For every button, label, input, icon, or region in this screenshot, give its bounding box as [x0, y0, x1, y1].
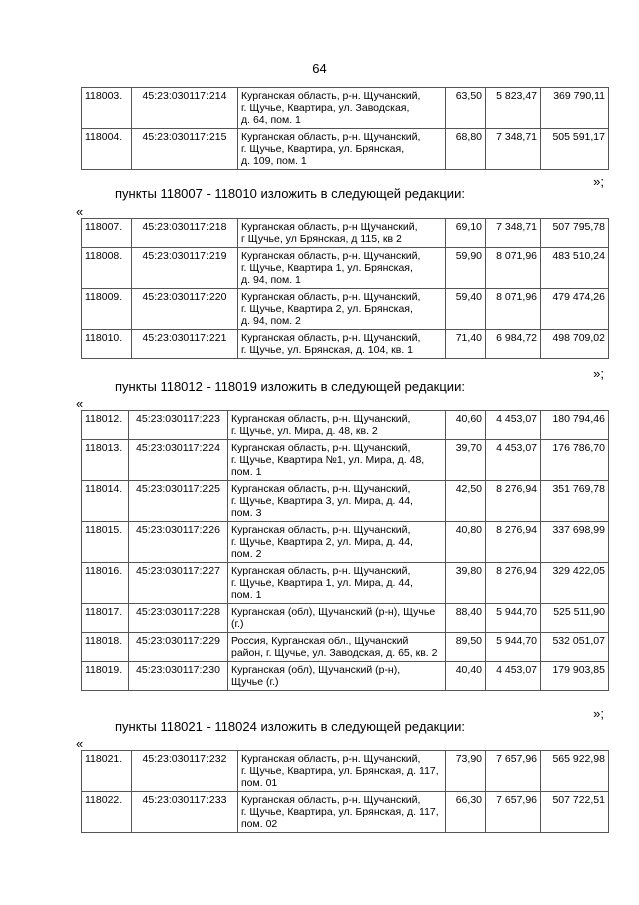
section-instruction: пункты 118021 - 118024 изложить в следующей редакции:	[115, 719, 465, 734]
table-body	[82, 411, 609, 691]
cadastral-number-cell: 45:23:030117:220	[132, 289, 238, 330]
address-cell	[238, 219, 446, 248]
table-row	[82, 88, 609, 129]
address-line: г Щучье, ул Брянская, д 115, кв 2	[241, 233, 402, 245]
address-line: г. Щучье, ул. Мира, д. 48, кв. 2	[231, 425, 378, 437]
unit-value-cell: 7 657,96	[486, 751, 541, 792]
cadastral-value-cell: 532 051,07	[541, 633, 609, 662]
table-row	[82, 481, 609, 522]
opening-quote: «	[76, 204, 84, 219]
register-table-1	[81, 87, 609, 170]
address-line: Курганская область, р-н. Щучанский,	[231, 413, 411, 425]
unit-value-cell: 8 276,94	[486, 481, 541, 522]
register-table-4	[81, 750, 609, 833]
unit-value-cell: 8 276,94	[486, 522, 541, 563]
item-number-cell: 118009.	[82, 289, 132, 330]
address-line: г. Щучье, Квартира 1, ул. Мира, д. 44,	[231, 577, 413, 589]
cadastral-value-cell: 565 922,98	[541, 751, 609, 792]
area-cell: 40,80	[446, 522, 486, 563]
unit-value-cell: 8 071,96	[486, 289, 541, 330]
address-line: Курганская область, р-н. Щучанский,	[231, 565, 411, 577]
address-line: Курганская область, р-н. Щучанский,	[231, 442, 411, 454]
address-line: Курганская (обл), Щучанский (р-н), Щучье	[231, 606, 436, 618]
unit-value-cell: 4 453,07	[486, 411, 541, 440]
address-cell	[238, 792, 446, 833]
address-line: д. 64, пом. 1	[241, 114, 301, 126]
cadastral-value-cell: 507 795,78	[541, 219, 609, 248]
address-line: д. 109, пом. 1	[241, 155, 307, 167]
unit-value-cell: 5 944,70	[486, 604, 541, 633]
cadastral-value-cell: 507 722,51	[541, 792, 609, 833]
cadastral-value-cell: 351 769,78	[541, 481, 609, 522]
cadastral-value-cell: 369 790,11	[541, 88, 609, 129]
address-cell	[228, 481, 446, 522]
cadastral-number-cell: 45:23:030117:229	[129, 633, 228, 662]
area-cell: 71,40	[446, 330, 486, 359]
address-line: г. Щучье, Квартира №1, ул. Мира, д. 48,	[231, 454, 425, 466]
closing-quote: »;	[593, 706, 604, 721]
address-line: пом. 3	[231, 507, 262, 519]
item-number-cell: 118010.	[82, 330, 132, 359]
address-cell	[238, 248, 446, 289]
cadastral-value-cell: 525 511,90	[541, 604, 609, 633]
address-line: г. Щучье, Квартира 1, ул. Брянская,	[241, 262, 413, 274]
address-line: г. Щучье, Квартира 2, ул. Брянская,	[241, 303, 413, 315]
address-cell	[228, 440, 446, 481]
address-line: д. 94, пом. 1	[241, 274, 301, 286]
address-line: Курганская область, р-н. Щучанский,	[241, 794, 421, 806]
unit-value-cell: 6 984,72	[486, 330, 541, 359]
cadastral-value-cell: 483 510,24	[541, 248, 609, 289]
table-row	[82, 604, 609, 633]
address-cell	[238, 129, 446, 170]
address-line: г. Щучье, ул. Брянская, д. 104, кв. 1	[241, 344, 413, 356]
address-line: г. Щучье, Квартира, ул. Брянская, д. 117,	[241, 806, 439, 818]
table-row	[82, 248, 609, 289]
area-cell: 88,40	[446, 604, 486, 633]
cadastral-number-cell: 45:23:030117:226	[129, 522, 228, 563]
page-number: 64	[312, 61, 327, 76]
table-body	[82, 219, 609, 359]
address-line: Курганская область, р-н. Щучанский,	[241, 753, 421, 765]
area-cell: 42,50	[446, 481, 486, 522]
unit-value-cell: 4 453,07	[486, 662, 541, 691]
unit-value-cell: 5 823,47	[486, 88, 541, 129]
address-line: Курганская область, р-н. Щучанский,	[231, 524, 411, 536]
cadastral-value-cell: 176 786,70	[541, 440, 609, 481]
register-table-3	[81, 410, 609, 691]
address-line: пом. 02	[241, 818, 278, 830]
area-cell: 73,90	[446, 751, 486, 792]
item-number-cell: 118017.	[82, 604, 129, 633]
item-number-cell: 118022.	[82, 792, 132, 833]
cadastral-number-cell: 45:23:030117:233	[132, 792, 238, 833]
address-line: пом. 1	[231, 589, 262, 601]
item-number-cell: 118004.	[82, 129, 132, 170]
address-line: Россия, Курганская обл., Щучанский	[231, 635, 409, 647]
cadastral-number-cell: 45:23:030117:219	[132, 248, 238, 289]
address-line: Курганская область, р-н. Щучанский,	[241, 131, 421, 143]
cadastral-value-cell: 179 903,85	[541, 662, 609, 691]
cadastral-value-cell: 329 422,05	[541, 563, 609, 604]
cadastral-number-cell: 45:23:030117:218	[132, 219, 238, 248]
item-number-cell: 118014.	[82, 481, 129, 522]
item-number-cell: 118007.	[82, 219, 132, 248]
address-line: (г.)	[231, 618, 244, 630]
table-row	[82, 751, 609, 792]
table-body	[82, 751, 609, 833]
item-number-cell: 118003.	[82, 88, 132, 129]
unit-value-cell: 7 657,96	[486, 792, 541, 833]
address-line: Курганская (обл), Щучанский (р-н),	[231, 664, 401, 676]
cadastral-value-cell: 479 474,26	[541, 289, 609, 330]
area-cell: 39,80	[446, 563, 486, 604]
address-line: Курганская область, р-н Щучанский,	[241, 221, 418, 233]
address-line: район, г. Щучье, ул. Заводская, д. 65, кв. 2	[231, 647, 438, 659]
area-cell: 59,40	[446, 289, 486, 330]
table-row	[82, 411, 609, 440]
cadastral-number-cell: 45:23:030117:228	[129, 604, 228, 633]
unit-value-cell: 7 348,71	[486, 219, 541, 248]
address-cell	[238, 88, 446, 129]
closing-quote: »;	[593, 366, 604, 381]
cadastral-number-cell: 45:23:030117:232	[132, 751, 238, 792]
unit-value-cell: 8 276,94	[486, 563, 541, 604]
item-number-cell: 118018.	[82, 633, 129, 662]
item-number-cell: 118015.	[82, 522, 129, 563]
address-cell	[238, 330, 446, 359]
address-line: Курганская область, р-н. Щучанский,	[241, 250, 421, 262]
address-cell	[238, 751, 446, 792]
register-table-2	[81, 218, 609, 359]
table-row	[82, 563, 609, 604]
cadastral-number-cell: 45:23:030117:214	[132, 88, 238, 129]
unit-value-cell: 7 348,71	[486, 129, 541, 170]
cadastral-number-cell: 45:23:030117:221	[132, 330, 238, 359]
cadastral-value-cell: 337 698,99	[541, 522, 609, 563]
cadastral-value-cell: 180 794,46	[541, 411, 609, 440]
address-line: пом. 2	[231, 548, 262, 560]
table-row	[82, 522, 609, 563]
address-cell	[228, 662, 446, 691]
address-line: Курганская область, р-н. Щучанский,	[231, 483, 411, 495]
address-line: пом. 01	[241, 777, 278, 789]
address-line: г. Щучье, Квартира, ул. Заводская,	[241, 102, 410, 114]
address-cell	[228, 522, 446, 563]
area-cell: 59,90	[446, 248, 486, 289]
address-line: г. Щучье, Квартира, ул. Брянская,	[241, 143, 405, 155]
unit-value-cell: 4 453,07	[486, 440, 541, 481]
table-row	[82, 633, 609, 662]
address-line: Щучье (г.)	[231, 676, 279, 688]
table-row	[82, 662, 609, 691]
cadastral-number-cell: 45:23:030117:215	[132, 129, 238, 170]
unit-value-cell: 8 071,96	[486, 248, 541, 289]
closing-quote: »;	[593, 174, 604, 189]
address-cell	[228, 563, 446, 604]
item-number-cell: 118016.	[82, 563, 129, 604]
address-line: г. Щучье, Квартира 3, ул. Мира, д. 44,	[231, 495, 413, 507]
address-line: пом. 1	[231, 466, 262, 478]
table-row	[82, 330, 609, 359]
table-row	[82, 440, 609, 481]
table-row	[82, 219, 609, 248]
item-number-cell: 118013.	[82, 440, 129, 481]
cadastral-number-cell: 45:23:030117:223	[129, 411, 228, 440]
address-cell	[238, 289, 446, 330]
address-line: Курганская область, р-н. Щучанский,	[241, 332, 421, 344]
table-body	[82, 88, 609, 170]
address-cell	[228, 633, 446, 662]
address-line: г. Щучье, Квартира, ул. Брянская, д. 117,	[241, 765, 439, 777]
item-number-cell: 118019.	[82, 662, 129, 691]
cadastral-value-cell: 498 709,02	[541, 330, 609, 359]
section-instruction: пункты 118012 - 118019 изложить в следующей редакции:	[115, 379, 465, 394]
unit-value-cell: 5 944,70	[486, 633, 541, 662]
opening-quote: «	[76, 396, 84, 411]
area-cell: 66,30	[446, 792, 486, 833]
item-number-cell: 118021.	[82, 751, 132, 792]
section-instruction: пункты 118007 - 118010 изложить в следующей редакции:	[115, 186, 465, 201]
cadastral-number-cell: 45:23:030117:225	[129, 481, 228, 522]
table-row	[82, 289, 609, 330]
area-cell: 89,50	[446, 633, 486, 662]
item-number-cell: 118012.	[82, 411, 129, 440]
table-row	[82, 792, 609, 833]
address-line: д. 94, пом. 2	[241, 315, 301, 327]
cadastral-number-cell: 45:23:030117:230	[129, 662, 228, 691]
address-cell	[228, 604, 446, 633]
area-cell: 40,60	[446, 411, 486, 440]
table-row	[82, 129, 609, 170]
address-line: Курганская область, р-н. Щучанский,	[241, 291, 421, 303]
area-cell: 63,50	[446, 88, 486, 129]
cadastral-number-cell: 45:23:030117:224	[129, 440, 228, 481]
area-cell: 68,80	[446, 129, 486, 170]
opening-quote: «	[76, 736, 84, 751]
area-cell: 40,40	[446, 662, 486, 691]
address-line: Курганская область, р-н. Щучанский,	[241, 90, 421, 102]
area-cell: 39,70	[446, 440, 486, 481]
cadastral-value-cell: 505 591,17	[541, 129, 609, 170]
item-number-cell: 118008.	[82, 248, 132, 289]
address-cell	[228, 411, 446, 440]
address-line: г. Щучье, Квартира 2, ул. Мира, д. 44,	[231, 536, 413, 548]
area-cell: 69,10	[446, 219, 486, 248]
cadastral-number-cell: 45:23:030117:227	[129, 563, 228, 604]
